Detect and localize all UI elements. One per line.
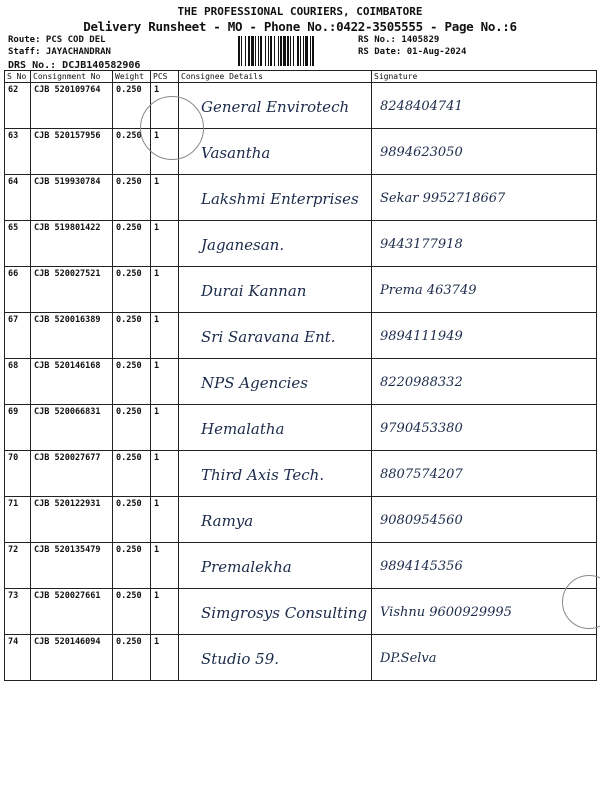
row-consignment-no: CJB 520027677 xyxy=(31,451,113,497)
table-row xyxy=(5,83,597,129)
col-consignment-header: Consignment No xyxy=(31,71,113,83)
row-sno: 65 xyxy=(5,221,31,267)
table-row xyxy=(5,129,597,175)
row-signature: 9443177918 xyxy=(372,221,597,267)
row-consignee: Vasantha xyxy=(179,129,372,175)
col-pcs-header: PCS xyxy=(151,71,179,83)
row-consignee: Hemalatha xyxy=(179,405,372,451)
row-consignee: General Envirotech xyxy=(179,83,372,129)
row-pcs: 1 xyxy=(151,175,179,221)
row-consignee: NPS Agencies xyxy=(179,359,372,405)
row-sno: 71 xyxy=(5,497,31,543)
row-weight: 0.250 xyxy=(113,497,151,543)
row-consignment-no: CJB 520027521 xyxy=(31,267,113,313)
row-consignment-no: CJB 520016389 xyxy=(31,313,113,359)
table-row xyxy=(5,313,597,359)
table-row xyxy=(5,635,597,681)
row-consignee: Lakshmi Enterprises xyxy=(179,175,372,221)
row-sno: 62 xyxy=(5,83,31,129)
col-signature-header: Signature xyxy=(372,71,597,83)
row-weight: 0.250 xyxy=(113,83,151,129)
row-sno: 72 xyxy=(5,543,31,589)
rs-number: RS No.: 1405829 xyxy=(358,35,440,45)
row-consignee: Jaganesan. xyxy=(179,221,372,267)
row-consignee: Ramya xyxy=(179,497,372,543)
row-signature: 8248404741 xyxy=(372,83,597,129)
table-row xyxy=(5,175,597,221)
row-signature: Sekar 9952718667 xyxy=(372,175,597,221)
runsheet-title: Delivery Runsheet - MO - Phone No.:0422-3505555 - Page No.:6 xyxy=(83,19,517,34)
row-signature: 9894111949 xyxy=(372,313,597,359)
row-pcs: 1 xyxy=(151,313,179,359)
row-consignment-no: CJB 520135479 xyxy=(31,543,113,589)
table-row xyxy=(5,221,597,267)
table-row xyxy=(5,359,597,405)
row-consignee: Durai Kannan xyxy=(179,267,372,313)
row-consignment-no: CJB 520146168 xyxy=(31,359,113,405)
row-signature: Vishnu 9600929995 xyxy=(372,589,597,635)
row-weight: 0.250 xyxy=(113,451,151,497)
row-weight: 0.250 xyxy=(113,635,151,681)
row-signature: Prema 463749 xyxy=(372,267,597,313)
row-sno: 63 xyxy=(5,129,31,175)
row-pcs: 1 xyxy=(151,405,179,451)
table-row xyxy=(5,589,597,635)
row-weight: 0.250 xyxy=(113,589,151,635)
company-stamp xyxy=(140,96,204,160)
row-sno: 73 xyxy=(5,589,31,635)
row-consignee: Studio 59. xyxy=(179,635,372,681)
row-sno: 64 xyxy=(5,175,31,221)
drs-number: DRS No.: DCJB140582906 xyxy=(8,60,141,71)
row-consignment-no: CJB 520157956 xyxy=(31,129,113,175)
row-pcs: 1 xyxy=(151,635,179,681)
barcode-image xyxy=(237,36,349,66)
row-pcs: 1 xyxy=(151,129,179,175)
staff-label: Staff: JAYACHANDRAN xyxy=(8,47,111,57)
row-consignment-no: CJB 520027661 xyxy=(31,589,113,635)
col-consignee-header: Consignee Details xyxy=(179,71,372,83)
route-label: Route: PCS COD DEL xyxy=(8,35,106,45)
row-sno: 74 xyxy=(5,635,31,681)
row-consignee: Sri Saravana Ent. xyxy=(179,313,372,359)
row-consignment-no: CJB 519930784 xyxy=(31,175,113,221)
table-row xyxy=(5,405,597,451)
col-sno-header: S No xyxy=(5,71,31,83)
row-consignment-no: CJB 520146094 xyxy=(31,635,113,681)
row-signature: 9894145356 xyxy=(372,543,597,589)
row-weight: 0.250 xyxy=(113,313,151,359)
row-signature: 8220988332 xyxy=(372,359,597,405)
row-sno: 67 xyxy=(5,313,31,359)
table-header-row xyxy=(5,71,597,83)
row-consignee: Simgrosys Consulting xyxy=(179,589,372,635)
row-weight: 0.250 xyxy=(113,359,151,405)
row-sno: 69 xyxy=(5,405,31,451)
row-pcs: 1 xyxy=(151,451,179,497)
row-consignee: Third Axis Tech. xyxy=(179,451,372,497)
row-signature: 8807574207 xyxy=(372,451,597,497)
row-signature: 9894623050 xyxy=(372,129,597,175)
row-sno: 68 xyxy=(5,359,31,405)
row-consignment-no: CJB 520122931 xyxy=(31,497,113,543)
row-pcs: 1 xyxy=(151,267,179,313)
row-weight: 0.250 xyxy=(113,175,151,221)
row-weight: 0.250 xyxy=(113,405,151,451)
row-signature: 9790453380 xyxy=(372,405,597,451)
runsheet-table xyxy=(4,70,597,681)
row-consignee: Premalekha xyxy=(179,543,372,589)
row-pcs: 1 xyxy=(151,359,179,405)
row-sno: 66 xyxy=(5,267,31,313)
row-signature: 9080954560 xyxy=(372,497,597,543)
row-pcs: 1 xyxy=(151,543,179,589)
row-pcs: 1 xyxy=(151,497,179,543)
row-pcs: 1 xyxy=(151,83,179,129)
table-row xyxy=(5,543,597,589)
row-weight: 0.250 xyxy=(113,543,151,589)
col-weight-header: Weight xyxy=(113,71,151,83)
row-pcs: 1 xyxy=(151,589,179,635)
row-consignment-no: CJB 520109764 xyxy=(31,83,113,129)
row-signature: DP.Selva xyxy=(372,635,597,681)
row-pcs: 1 xyxy=(151,221,179,267)
row-weight: 0.250 xyxy=(113,221,151,267)
row-weight: 0.250 xyxy=(113,267,151,313)
row-consignment-no: CJB 519801422 xyxy=(31,221,113,267)
row-consignment-no: CJB 520066831 xyxy=(31,405,113,451)
row-sno: 70 xyxy=(5,451,31,497)
table-row xyxy=(5,267,597,313)
row-weight: 0.250 xyxy=(113,129,151,175)
table-row xyxy=(5,497,597,543)
rs-date: RS Date: 01-Aug-2024 xyxy=(358,47,467,57)
table-row xyxy=(5,451,597,497)
company-name: THE PROFESSIONAL COURIERS, COIMBATORE xyxy=(177,5,423,18)
